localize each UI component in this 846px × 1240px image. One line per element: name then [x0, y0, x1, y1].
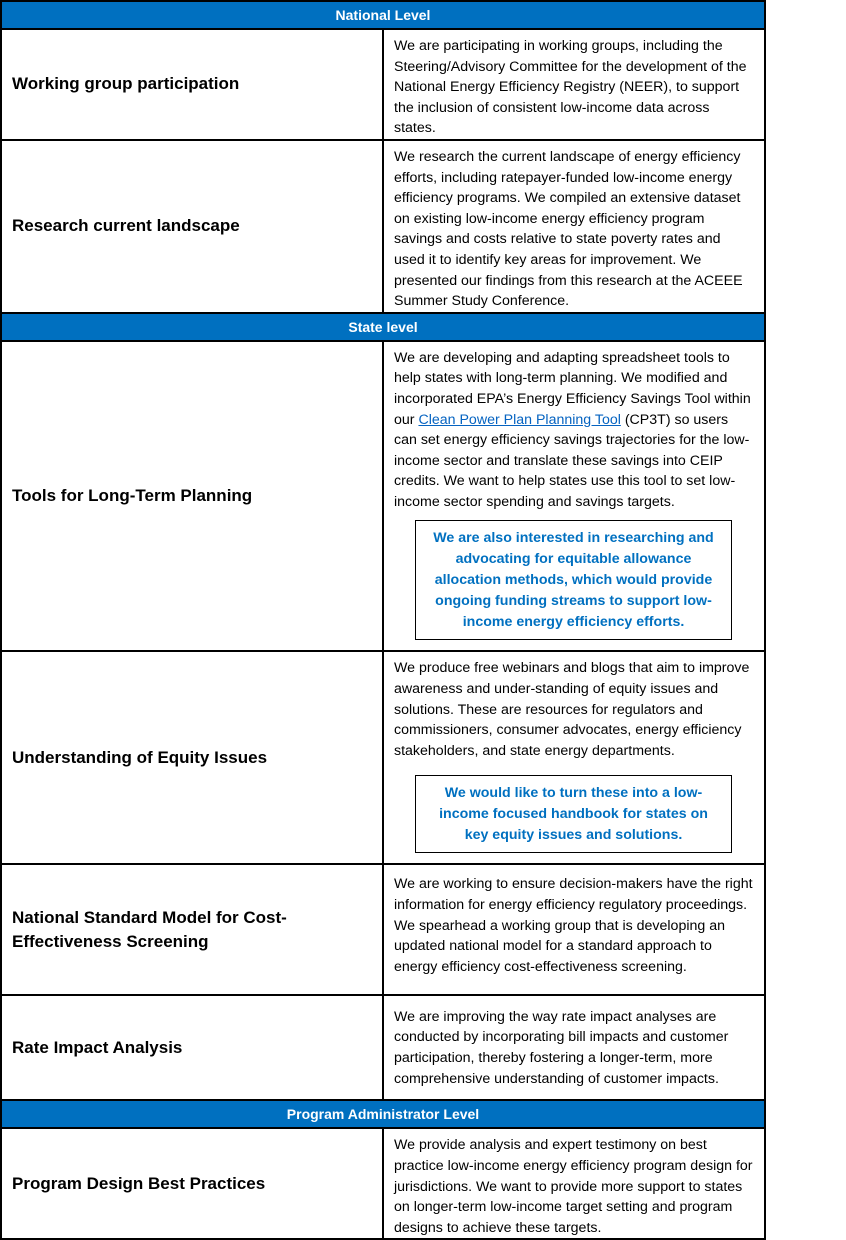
row-cell-tools — [383, 341, 765, 652]
cp3t-link[interactable]: Clean Power Plan Planning Tool — [418, 411, 621, 428]
section-header-national: National Level — [1, 1, 765, 29]
row-text-standard-model: We are working to ensure decision-makers have the right information for energy efficiency regulatory proceedings. We spearhead a working group that is developing an updated national model for a standard approach to energy efficiency cost-effectiveness screening. — [383, 864, 765, 995]
section-header-admin: Program Administrator Level — [1, 1100, 765, 1128]
section-header-state: State level — [1, 313, 765, 341]
row-text-program-design: We provide analysis and expert testimony on best practice low-income energy efficiency program design for jurisdictions. We want to provide more support to states on longer-term low-income target setting and program designs to achieve these targets. — [383, 1128, 765, 1239]
row-text-tools — [394, 348, 754, 513]
row-text-rate-impact: We are improving the way rate impact analyses are conducted by incorporating bill impacts and customer participation, thereby fostering a longer-term, more comprehensive understanding of customer impacts. — [383, 995, 765, 1100]
row-label-equity: Understanding of Equity Issues — [1, 651, 383, 864]
row-label-program-design: Program Design Best Practices — [1, 1128, 383, 1239]
row-label-standard-model: National Standard Model for Cost-Effectiveness Screening — [1, 864, 383, 995]
row-text-equity: We produce free webinars and blogs that aim to improve awareness and under-standing of equity issues and solutions. These are resources for regulators and commissioners, consumer advocates, energy efficiency stakeholders, and state energy departments. — [394, 660, 750, 759]
callout-equity: We would like to turn these into a low-income focused handbook for states on key equity issues and solutions. — [415, 775, 732, 853]
row-text-working-group: We are participating in working groups, including the Steering/Advisory Committee for the development of the National Energy Efficiency Registry (NEER), to support the inclusion of consistent low-income data across states. — [383, 29, 765, 140]
callout-tools: We are also interested in researching and advocating for equitable allowance allocation methods, which would provide ongoing funding streams to support low-income energy efficiency efforts. — [415, 520, 732, 640]
row-cell-equity — [383, 651, 765, 864]
row-text-tools-before: We are developing and adapting spreadsheet tools to help states with long-term planning. We modified and incorporated EPA’s Energy Efficiency Savings Tool within our — [394, 349, 751, 428]
row-label-research: Research current landscape — [1, 140, 383, 313]
row-text-research: We research the current landscape of energy efficiency efforts, including ratepayer-funded low-income energy efficiency programs. We compiled an extensive dataset on existing low-income energy efficiency program savings and costs relative to state poverty rates and used it to identify key areas for improvement. We presented our findings from this research at the ACEEE Summer Study Conference. — [383, 140, 765, 313]
row-label-tools: Tools for Long-Term Planning — [1, 341, 383, 652]
row-text-tools-after: (CP3T) so users can set energy efficiency savings trajectories for the low-income sector and translate these savings into CEIP credits. We want to help states use this tool to set low-income sector spending and savings targets. — [394, 411, 750, 510]
row-label-rate-impact: Rate Impact Analysis — [1, 995, 383, 1100]
row-label-working-group: Working group participation — [1, 29, 383, 140]
